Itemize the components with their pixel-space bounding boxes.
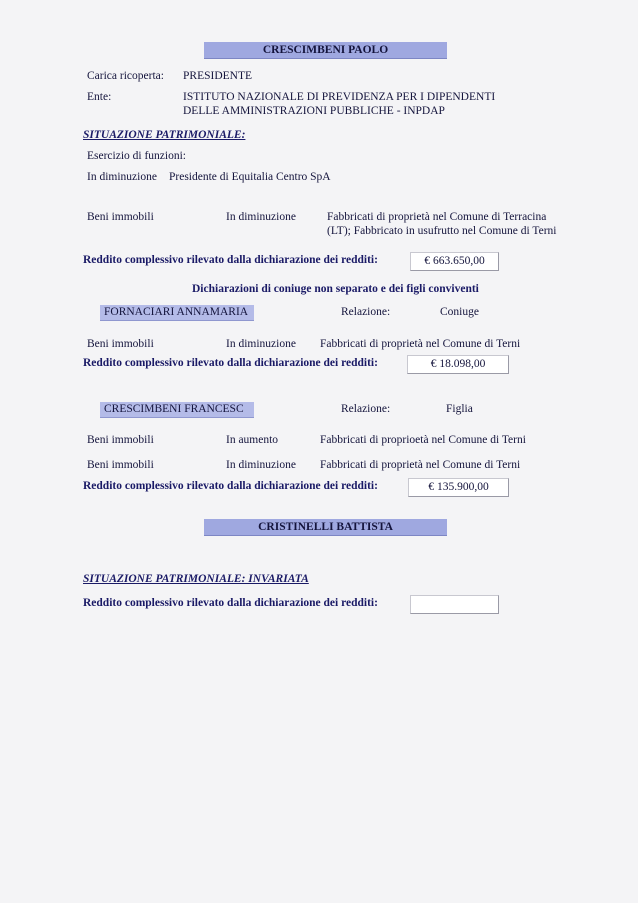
person1-beni-label: Beni immobili bbox=[87, 211, 154, 223]
relative2-reddito-value: € 135.900,00 bbox=[428, 481, 489, 493]
family-heading: Dichiarazioni di coniuge non separato e dei figli conviventi bbox=[192, 283, 479, 295]
carica-value: PRESIDENTE bbox=[183, 70, 252, 82]
esercizio-label: Esercizio di funzioni: bbox=[87, 150, 186, 162]
relative1-relazione-label: Relazione: bbox=[341, 306, 391, 318]
relative1-beni1-label: Beni immobili bbox=[87, 338, 154, 350]
relative1-beni1-change: In diminuzione bbox=[226, 338, 296, 350]
relative1-reddito-label: Reddito complessivo rilevato dalla dichiarazione dei redditi: bbox=[83, 357, 378, 369]
relative2-relazione-label: Relazione: bbox=[341, 403, 391, 415]
person2-name-bar bbox=[204, 519, 447, 536]
person2-name: CRISTINELLI BATTISTA bbox=[258, 521, 393, 533]
person1-beni-desc-line1: Fabbricati di proprietà nel Comune di Terracina bbox=[327, 211, 547, 223]
relative2-relazione-value: Figlia bbox=[446, 403, 473, 415]
person1-reddito-label: Reddito complessivo rilevato dalla dichiarazione dei redditi: bbox=[83, 254, 378, 266]
ente-label: Ente: bbox=[87, 91, 112, 103]
relative2-beni1-desc: Fabbricati di proprioetà nel Comune di Terni bbox=[320, 434, 526, 446]
person1-beni-desc-line2: (LT); Fabbricato in usufrutto nel Comune di Terni bbox=[327, 225, 557, 237]
person2-situazione-title: SITUAZIONE PATRIMONIALE: INVARIATA bbox=[83, 573, 309, 585]
relative1-beni1-desc: Fabbricati di proprietà nel Comune di Terni bbox=[320, 338, 521, 350]
ente-value-line1: ISTITUTO NAZIONALE DI PREVIDENZA PER I DIPENDENTI bbox=[183, 91, 496, 103]
person1-reddito-box bbox=[410, 252, 499, 271]
relative2-beni2-label: Beni immobili bbox=[87, 459, 154, 471]
esercizio-change: In diminuzione bbox=[87, 171, 157, 183]
esercizio-value: Presidente di Equitalia Centro SpA bbox=[169, 171, 331, 183]
relative2-beni1-change: In aumento bbox=[226, 434, 279, 446]
person1-reddito-value: € 663.650,00 bbox=[424, 255, 485, 267]
relative1-name-bar bbox=[100, 305, 254, 321]
relative2-name: CRESCIMBENI FRANCESC bbox=[104, 403, 244, 415]
person1-situazione-title: SITUAZIONE PATRIMONIALE: bbox=[83, 129, 246, 141]
relative2-reddito-box bbox=[408, 478, 509, 497]
ente-value-line2: DELLE AMMINISTRAZIONI PUBBLICHE - INPDAP bbox=[183, 105, 445, 117]
carica-label: Carica ricoperta: bbox=[87, 70, 164, 82]
relative2-name-bar bbox=[100, 402, 254, 418]
person1-name-bar bbox=[204, 42, 447, 59]
relative1-relazione-value: Coniuge bbox=[440, 306, 479, 318]
relative1-reddito-box bbox=[407, 355, 509, 374]
person1-name: CRESCIMBENI PAOLO bbox=[262, 44, 389, 56]
relative1-reddito-value: € 18.098,00 bbox=[430, 358, 486, 370]
relative2-beni2-change: In diminuzione bbox=[226, 459, 296, 471]
person2-reddito-label: Reddito complessivo rilevato dalla dichiarazione dei redditi: bbox=[83, 597, 378, 609]
relative1-name: FORNACIARI ANNAMARIA bbox=[104, 306, 249, 318]
relative2-beni2-desc: Fabbricati di proprietà nel Comune di Terni bbox=[320, 459, 521, 471]
person2-reddito-box bbox=[410, 595, 499, 614]
person1-beni-change: In diminuzione bbox=[226, 211, 296, 223]
relative2-beni1-label: Beni immobili bbox=[87, 434, 154, 446]
relative2-reddito-label: Reddito complessivo rilevato dalla dichiarazione dei redditi: bbox=[83, 480, 378, 492]
